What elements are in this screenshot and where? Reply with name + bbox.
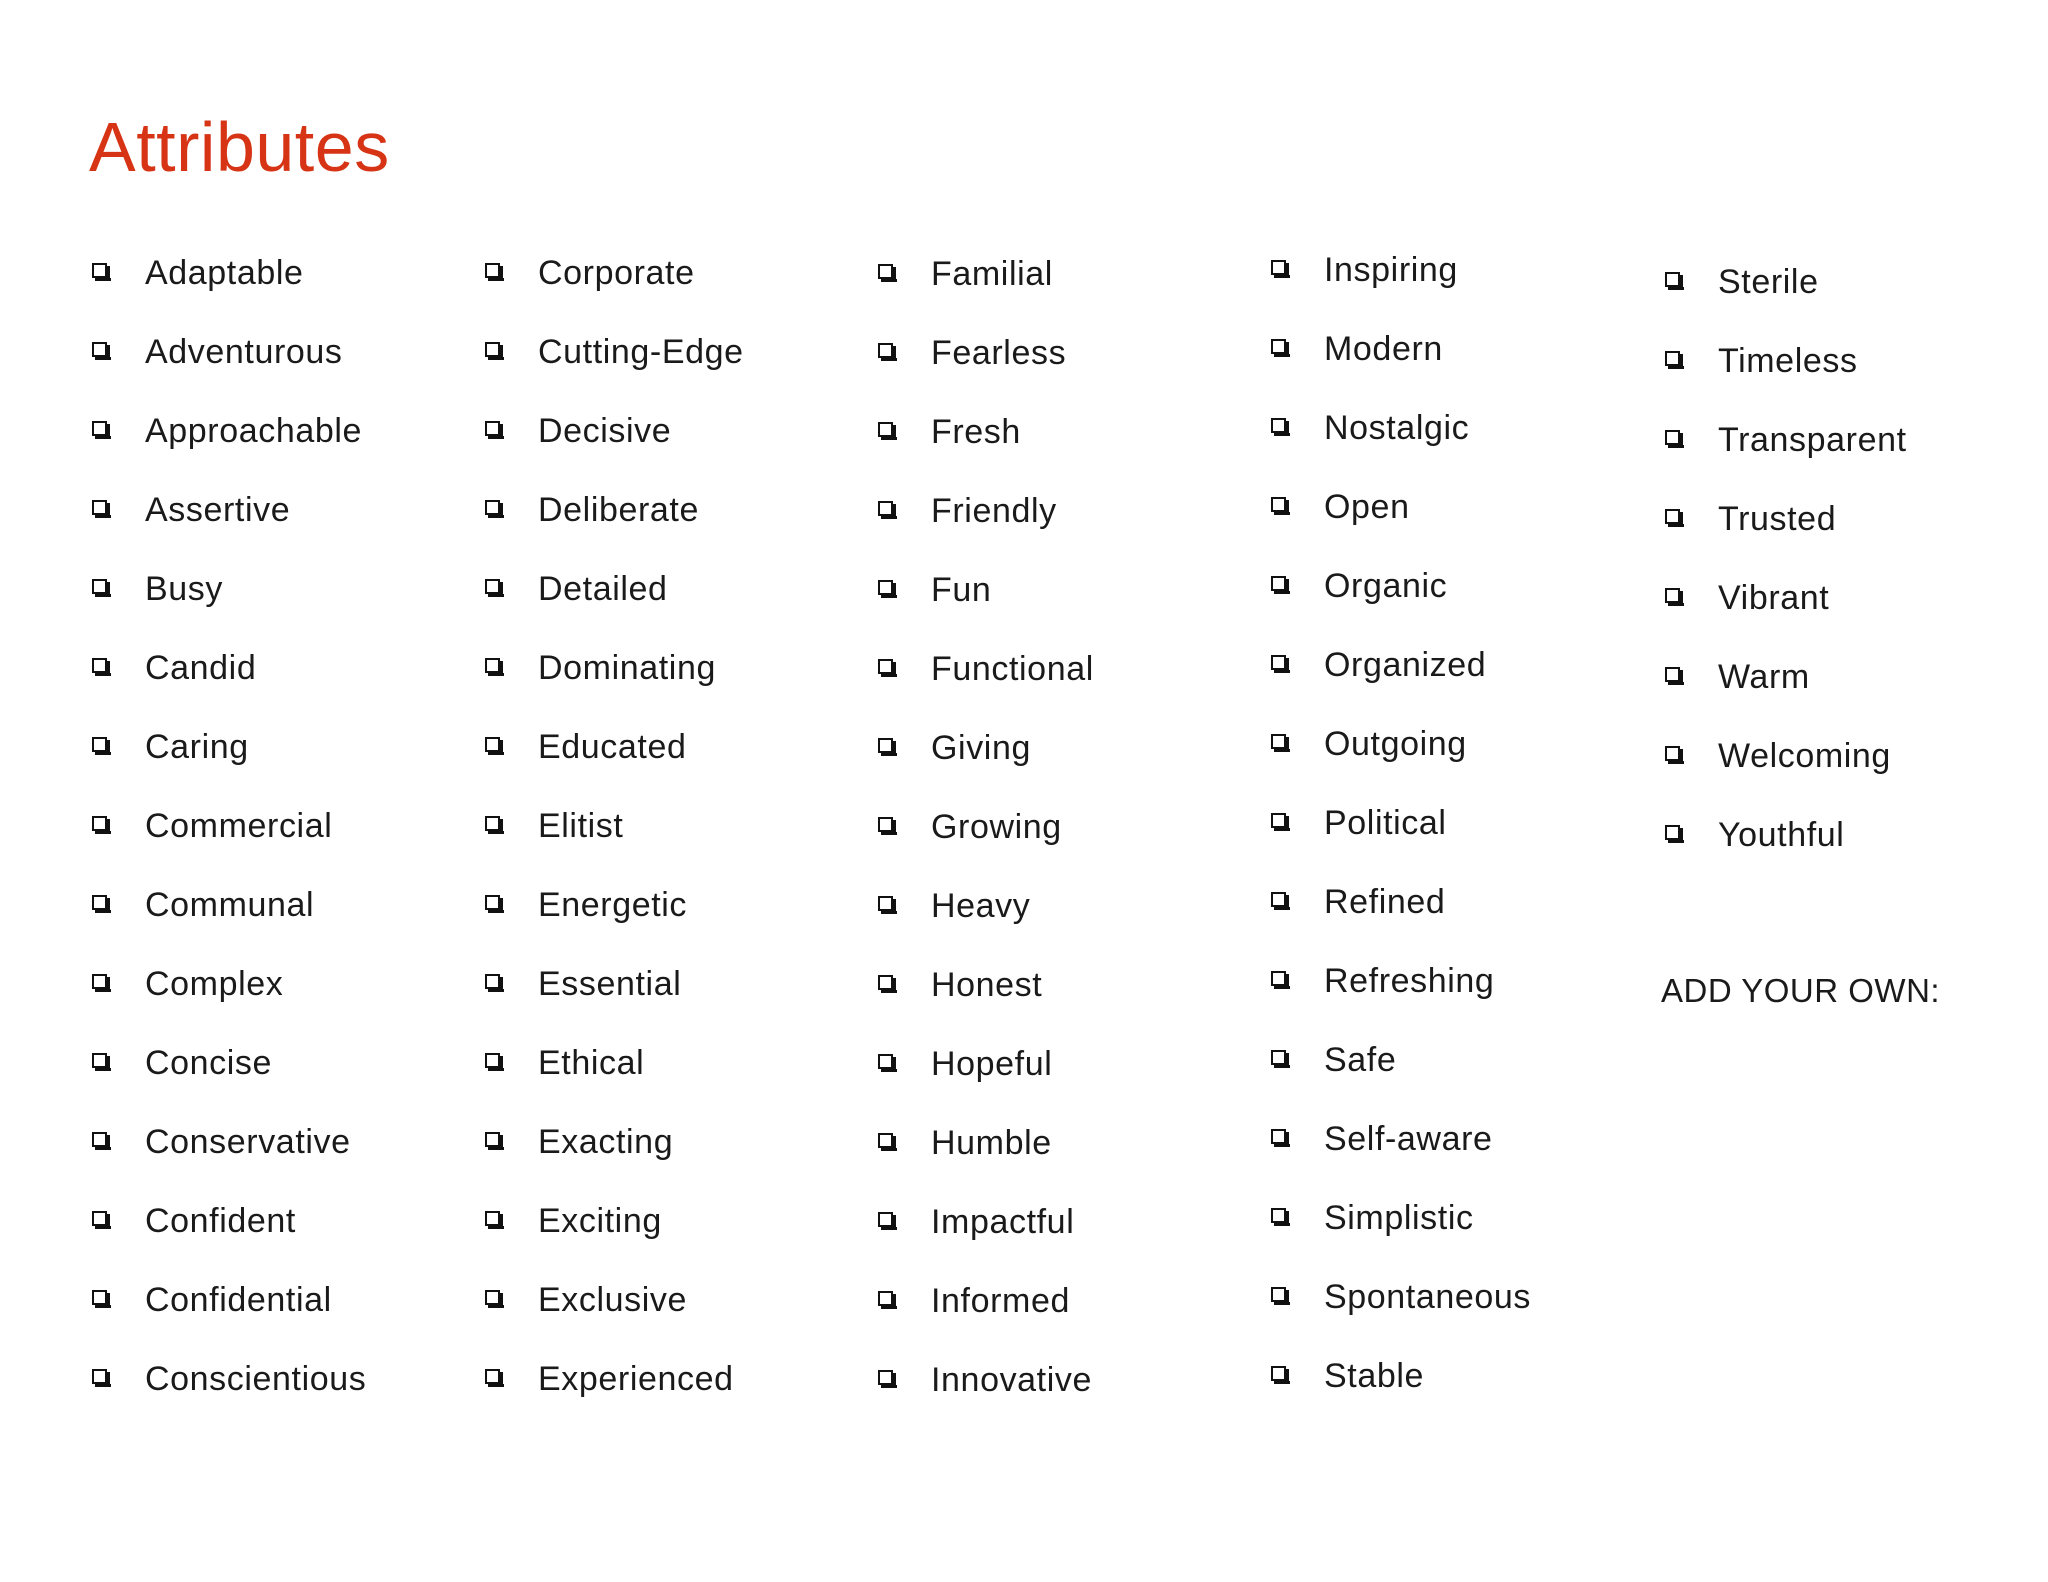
checklist-item[interactable] bbox=[874, 249, 1053, 299]
checklist-item[interactable] bbox=[874, 1197, 1074, 1247]
checklist-item[interactable] bbox=[481, 722, 686, 772]
checkbox-icon[interactable] bbox=[92, 974, 107, 989]
checklist-item-label: Confidential bbox=[145, 1281, 332, 1319]
checklist-item[interactable] bbox=[1267, 403, 1469, 453]
checkbox-icon[interactable] bbox=[485, 1369, 500, 1384]
checklist-item-label: Energetic bbox=[538, 886, 688, 924]
checklist-item[interactable] bbox=[88, 248, 304, 298]
checkbox-icon[interactable] bbox=[1271, 813, 1286, 828]
checkbox-icon[interactable] bbox=[92, 263, 107, 278]
checklist-item[interactable] bbox=[88, 801, 332, 851]
checkbox-icon[interactable] bbox=[1665, 509, 1680, 524]
checklist-item-label: Cutting-Edge bbox=[538, 333, 744, 371]
checklist-item-label: Communal bbox=[145, 886, 315, 924]
checklist-item-label: Honest bbox=[931, 966, 1043, 1004]
checklist-item-label: Warm bbox=[1718, 658, 1810, 696]
checkbox-icon[interactable] bbox=[92, 1211, 107, 1226]
checklist-item-label: Trusted bbox=[1718, 500, 1837, 538]
checkbox-icon[interactable] bbox=[485, 1132, 500, 1147]
checkbox-icon[interactable] bbox=[878, 817, 893, 832]
checklist-item[interactable] bbox=[481, 643, 716, 693]
checklist-item[interactable] bbox=[874, 644, 1094, 694]
checklist-item[interactable] bbox=[1267, 324, 1443, 374]
checklist-item[interactable] bbox=[88, 1117, 351, 1167]
checklist-item[interactable] bbox=[1661, 494, 1836, 544]
checkbox-icon[interactable] bbox=[1665, 272, 1680, 287]
checklist-item[interactable] bbox=[1661, 415, 1907, 465]
checklist-item[interactable] bbox=[481, 1038, 644, 1088]
checkbox-icon[interactable] bbox=[878, 580, 893, 595]
checkbox-icon[interactable] bbox=[485, 816, 500, 831]
checklist-item[interactable] bbox=[874, 328, 1066, 378]
add-your-own-label: ADD YOUR OWN: bbox=[1661, 972, 1941, 1009]
checklist-item[interactable] bbox=[1661, 257, 1819, 307]
checklist-item-label: Open bbox=[1324, 488, 1410, 526]
checklist-item[interactable] bbox=[88, 327, 343, 377]
checklist-item[interactable] bbox=[88, 643, 256, 693]
checklist-item[interactable] bbox=[481, 248, 695, 298]
checkbox-icon[interactable] bbox=[1271, 971, 1286, 986]
checklist-item[interactable] bbox=[481, 1275, 687, 1325]
checklist-item[interactable] bbox=[481, 1354, 734, 1404]
checklist-item[interactable] bbox=[88, 1038, 272, 1088]
checkbox-icon[interactable] bbox=[485, 658, 500, 673]
checklist-item-label: Assertive bbox=[145, 491, 291, 529]
checkbox-icon[interactable] bbox=[878, 975, 893, 990]
checklist-item-label: Caring bbox=[145, 728, 249, 766]
checkbox-icon[interactable] bbox=[878, 264, 893, 279]
checklist-item-label: Fearless bbox=[931, 334, 1067, 372]
checklist-item[interactable] bbox=[1267, 1272, 1531, 1322]
checkbox-icon[interactable] bbox=[485, 1053, 500, 1068]
checklist-item-label: Simplistic bbox=[1324, 1199, 1474, 1237]
checklist-item-label: Deliberate bbox=[538, 491, 699, 529]
checklist-item[interactable] bbox=[874, 1118, 1052, 1168]
checklist-item-label: Exciting bbox=[538, 1202, 662, 1240]
checklist-item-label: Conscientious bbox=[145, 1360, 367, 1398]
checklist-item[interactable] bbox=[874, 486, 1057, 536]
checklist-item-label: Commercial bbox=[145, 807, 333, 845]
checklist-item-label: Humble bbox=[931, 1124, 1052, 1162]
checklist-item[interactable] bbox=[874, 565, 991, 615]
checklist-item-label: Timeless bbox=[1718, 342, 1858, 380]
checklist-item[interactable] bbox=[88, 959, 283, 1009]
checkbox-icon[interactable] bbox=[878, 1291, 893, 1306]
checklist-item-label: Detailed bbox=[538, 570, 668, 608]
checkbox-icon[interactable] bbox=[1665, 588, 1680, 603]
checkbox-icon[interactable] bbox=[1665, 351, 1680, 366]
checkbox-icon[interactable] bbox=[92, 1053, 107, 1068]
checklist-item[interactable] bbox=[874, 802, 1062, 852]
checklist-item-label: Functional bbox=[931, 650, 1094, 688]
checklist-item-label: Political bbox=[1324, 804, 1447, 842]
checklist-item[interactable] bbox=[874, 1276, 1070, 1326]
checklist-item-label: Exacting bbox=[538, 1123, 674, 1161]
checkbox-icon[interactable] bbox=[1271, 497, 1286, 512]
checkbox-icon[interactable] bbox=[92, 895, 107, 910]
checklist-item[interactable] bbox=[1267, 640, 1486, 690]
checklist-item[interactable] bbox=[481, 1117, 673, 1167]
checkbox-icon[interactable] bbox=[92, 1132, 107, 1147]
checklist-item[interactable] bbox=[1267, 1035, 1396, 1085]
checklist-item-label: Refined bbox=[1324, 883, 1446, 921]
checklist-item-label: Youthful bbox=[1718, 816, 1845, 854]
checklist-item-label: Sterile bbox=[1718, 263, 1819, 301]
checkbox-icon[interactable] bbox=[878, 1054, 893, 1069]
checkbox-icon[interactable] bbox=[1271, 1050, 1286, 1065]
checklist-item[interactable] bbox=[481, 1196, 662, 1246]
checklist-item-label: Dominating bbox=[538, 649, 716, 687]
checklist-item[interactable] bbox=[88, 564, 223, 614]
checklist-item[interactable] bbox=[481, 485, 699, 535]
checklist-item[interactable] bbox=[874, 960, 1042, 1010]
checklist-item-label: Impactful bbox=[931, 1203, 1075, 1241]
checklist-item-label: Organized bbox=[1324, 646, 1487, 684]
checklist-item[interactable] bbox=[1267, 1351, 1424, 1401]
checklist-item[interactable] bbox=[1661, 731, 1891, 781]
checklist-item[interactable] bbox=[874, 881, 1030, 931]
checkbox-icon[interactable] bbox=[878, 1370, 893, 1385]
checklist-item-label: Hopeful bbox=[931, 1045, 1053, 1083]
checklist-item-label: Friendly bbox=[931, 492, 1057, 530]
checklist-item[interactable] bbox=[88, 1196, 296, 1246]
checklist-item[interactable] bbox=[481, 801, 623, 851]
checkbox-icon[interactable] bbox=[878, 422, 893, 437]
checklist-item-label: Self-aware bbox=[1324, 1120, 1493, 1158]
checkbox-icon[interactable] bbox=[485, 974, 500, 989]
checklist-item-label: Essential bbox=[538, 965, 682, 1003]
checklist-item-label: Approachable bbox=[145, 412, 363, 450]
checkbox-icon[interactable] bbox=[1665, 667, 1680, 682]
checkbox-icon[interactable] bbox=[1665, 825, 1680, 840]
checklist-item-label: Conservative bbox=[145, 1123, 351, 1161]
checklist-item[interactable] bbox=[481, 327, 744, 377]
checklist-item-label: Exclusive bbox=[538, 1281, 688, 1319]
checkbox-icon[interactable] bbox=[878, 896, 893, 911]
checklist-item-label: Refreshing bbox=[1324, 962, 1495, 1000]
checklist-item[interactable] bbox=[88, 880, 314, 930]
checklist-item[interactable] bbox=[481, 880, 687, 930]
checkbox-icon[interactable] bbox=[1665, 430, 1680, 445]
checklist-item-label: Innovative bbox=[931, 1361, 1092, 1399]
checklist-item-label: Giving bbox=[931, 729, 1031, 767]
checklist-item[interactable] bbox=[874, 407, 1021, 457]
checklist-item[interactable] bbox=[874, 1355, 1092, 1405]
checklist-item-label: Heavy bbox=[931, 887, 1031, 925]
checklist-item-label: Growing bbox=[931, 808, 1062, 846]
checkbox-icon[interactable] bbox=[1271, 892, 1286, 907]
checkbox-icon[interactable] bbox=[878, 501, 893, 516]
checklist-item[interactable] bbox=[1267, 798, 1447, 848]
checkbox-icon[interactable] bbox=[1271, 418, 1286, 433]
checkbox-icon[interactable] bbox=[485, 421, 500, 436]
checklist-item-label: Nostalgic bbox=[1324, 409, 1470, 447]
checkbox-icon[interactable] bbox=[1271, 1208, 1286, 1223]
checklist-item[interactable] bbox=[481, 959, 681, 1009]
checklist-item-label: Adventurous bbox=[145, 333, 343, 371]
checkbox-icon[interactable] bbox=[878, 1133, 893, 1148]
checkbox-icon[interactable] bbox=[878, 738, 893, 753]
checkbox-icon[interactable] bbox=[92, 1290, 107, 1305]
checklist-item-label: Familial bbox=[931, 255, 1053, 293]
checkbox-icon[interactable] bbox=[92, 579, 107, 594]
checkbox-icon[interactable] bbox=[878, 659, 893, 674]
checklist-item[interactable] bbox=[1661, 573, 1829, 623]
checklist-item[interactable] bbox=[1267, 956, 1494, 1006]
checklist-item-label: Fun bbox=[931, 571, 992, 609]
checkbox-icon[interactable] bbox=[485, 895, 500, 910]
checkbox-icon[interactable] bbox=[92, 737, 107, 752]
checklist-item[interactable] bbox=[1267, 561, 1447, 611]
checklist-item-label: Complex bbox=[145, 965, 284, 1003]
checklist-item[interactable] bbox=[874, 723, 1031, 773]
checklist-item-label: Adaptable bbox=[145, 254, 304, 292]
checkbox-icon[interactable] bbox=[1271, 576, 1286, 591]
checklist-item-label: Concise bbox=[145, 1044, 273, 1082]
checkbox-icon[interactable] bbox=[485, 1290, 500, 1305]
checklist-item-label: Fresh bbox=[931, 413, 1021, 451]
checklist-item[interactable] bbox=[1267, 245, 1458, 295]
checkbox-icon[interactable] bbox=[92, 342, 107, 357]
checklist-item-label: Educated bbox=[538, 728, 687, 766]
checklist-item-label: Outgoing bbox=[1324, 725, 1467, 763]
checklist-item-label: Modern bbox=[1324, 330, 1443, 368]
checklist-item-label: Decisive bbox=[538, 412, 672, 450]
checkbox-icon[interactable] bbox=[1271, 1287, 1286, 1302]
checklist-item-label: Welcoming bbox=[1718, 737, 1891, 775]
checklist-item-label: Inspiring bbox=[1324, 251, 1458, 289]
checklist-item-label: Experienced bbox=[538, 1360, 734, 1398]
checkbox-icon[interactable] bbox=[485, 342, 500, 357]
checklist-item[interactable] bbox=[1661, 336, 1858, 386]
checklist-item[interactable] bbox=[88, 485, 290, 535]
checklist-item[interactable] bbox=[1661, 652, 1810, 702]
checkbox-icon[interactable] bbox=[485, 579, 500, 594]
checklist-item-label: Confident bbox=[145, 1202, 296, 1240]
checklist-item[interactable] bbox=[481, 406, 671, 456]
checkbox-icon[interactable] bbox=[1271, 260, 1286, 275]
checklist-item[interactable] bbox=[1267, 719, 1467, 769]
checkbox-icon[interactable] bbox=[1271, 734, 1286, 749]
checklist-item[interactable] bbox=[481, 564, 668, 614]
checklist-item-label: Corporate bbox=[538, 254, 695, 292]
checklist-item-label: Organic bbox=[1324, 567, 1448, 605]
checkbox-icon[interactable] bbox=[1271, 1366, 1286, 1381]
checklist-item[interactable] bbox=[1267, 1114, 1493, 1164]
checklist-item[interactable] bbox=[88, 1354, 366, 1404]
checkbox-icon[interactable] bbox=[1271, 655, 1286, 670]
checkbox-icon[interactable] bbox=[92, 421, 107, 436]
checkbox-icon[interactable] bbox=[485, 263, 500, 278]
checklist-item[interactable] bbox=[874, 1039, 1052, 1089]
checkbox-icon[interactable] bbox=[1271, 339, 1286, 354]
checklist-item[interactable] bbox=[88, 722, 249, 772]
checklist-item[interactable] bbox=[1267, 1193, 1474, 1243]
checkbox-icon[interactable] bbox=[92, 658, 107, 673]
checklist-item-label: Busy bbox=[145, 570, 223, 608]
checklist-item-label: Transparent bbox=[1718, 421, 1907, 459]
checklist-item[interactable] bbox=[88, 1275, 332, 1325]
checklist-item-label: Candid bbox=[145, 649, 257, 687]
checkbox-icon[interactable] bbox=[1271, 1129, 1286, 1144]
checklist-item-label: Vibrant bbox=[1718, 579, 1830, 617]
checkbox-icon[interactable] bbox=[92, 500, 107, 515]
checkbox-icon[interactable] bbox=[878, 343, 893, 358]
checklist-item[interactable] bbox=[88, 406, 362, 456]
checkbox-icon[interactable] bbox=[485, 737, 500, 752]
checklist-item-label: Stable bbox=[1324, 1357, 1425, 1395]
page-title: Attributes bbox=[89, 108, 390, 186]
checkbox-icon[interactable] bbox=[485, 1211, 500, 1226]
checkbox-icon[interactable] bbox=[485, 500, 500, 515]
checklist-item-label: Ethical bbox=[538, 1044, 645, 1082]
checkbox-icon[interactable] bbox=[878, 1212, 893, 1227]
checkbox-icon[interactable] bbox=[1665, 746, 1680, 761]
checklist-item[interactable] bbox=[1267, 482, 1410, 532]
checkbox-icon[interactable] bbox=[92, 816, 107, 831]
checklist-item-label: Informed bbox=[931, 1282, 1070, 1320]
checkbox-icon[interactable] bbox=[92, 1369, 107, 1384]
checklist-item-label: Safe bbox=[1324, 1041, 1397, 1079]
checklist-item-label: Spontaneous bbox=[1324, 1278, 1531, 1316]
checklist-item-label: Elitist bbox=[538, 807, 624, 845]
checklist-item[interactable] bbox=[1661, 810, 1844, 860]
checklist-item[interactable] bbox=[1267, 877, 1445, 927]
